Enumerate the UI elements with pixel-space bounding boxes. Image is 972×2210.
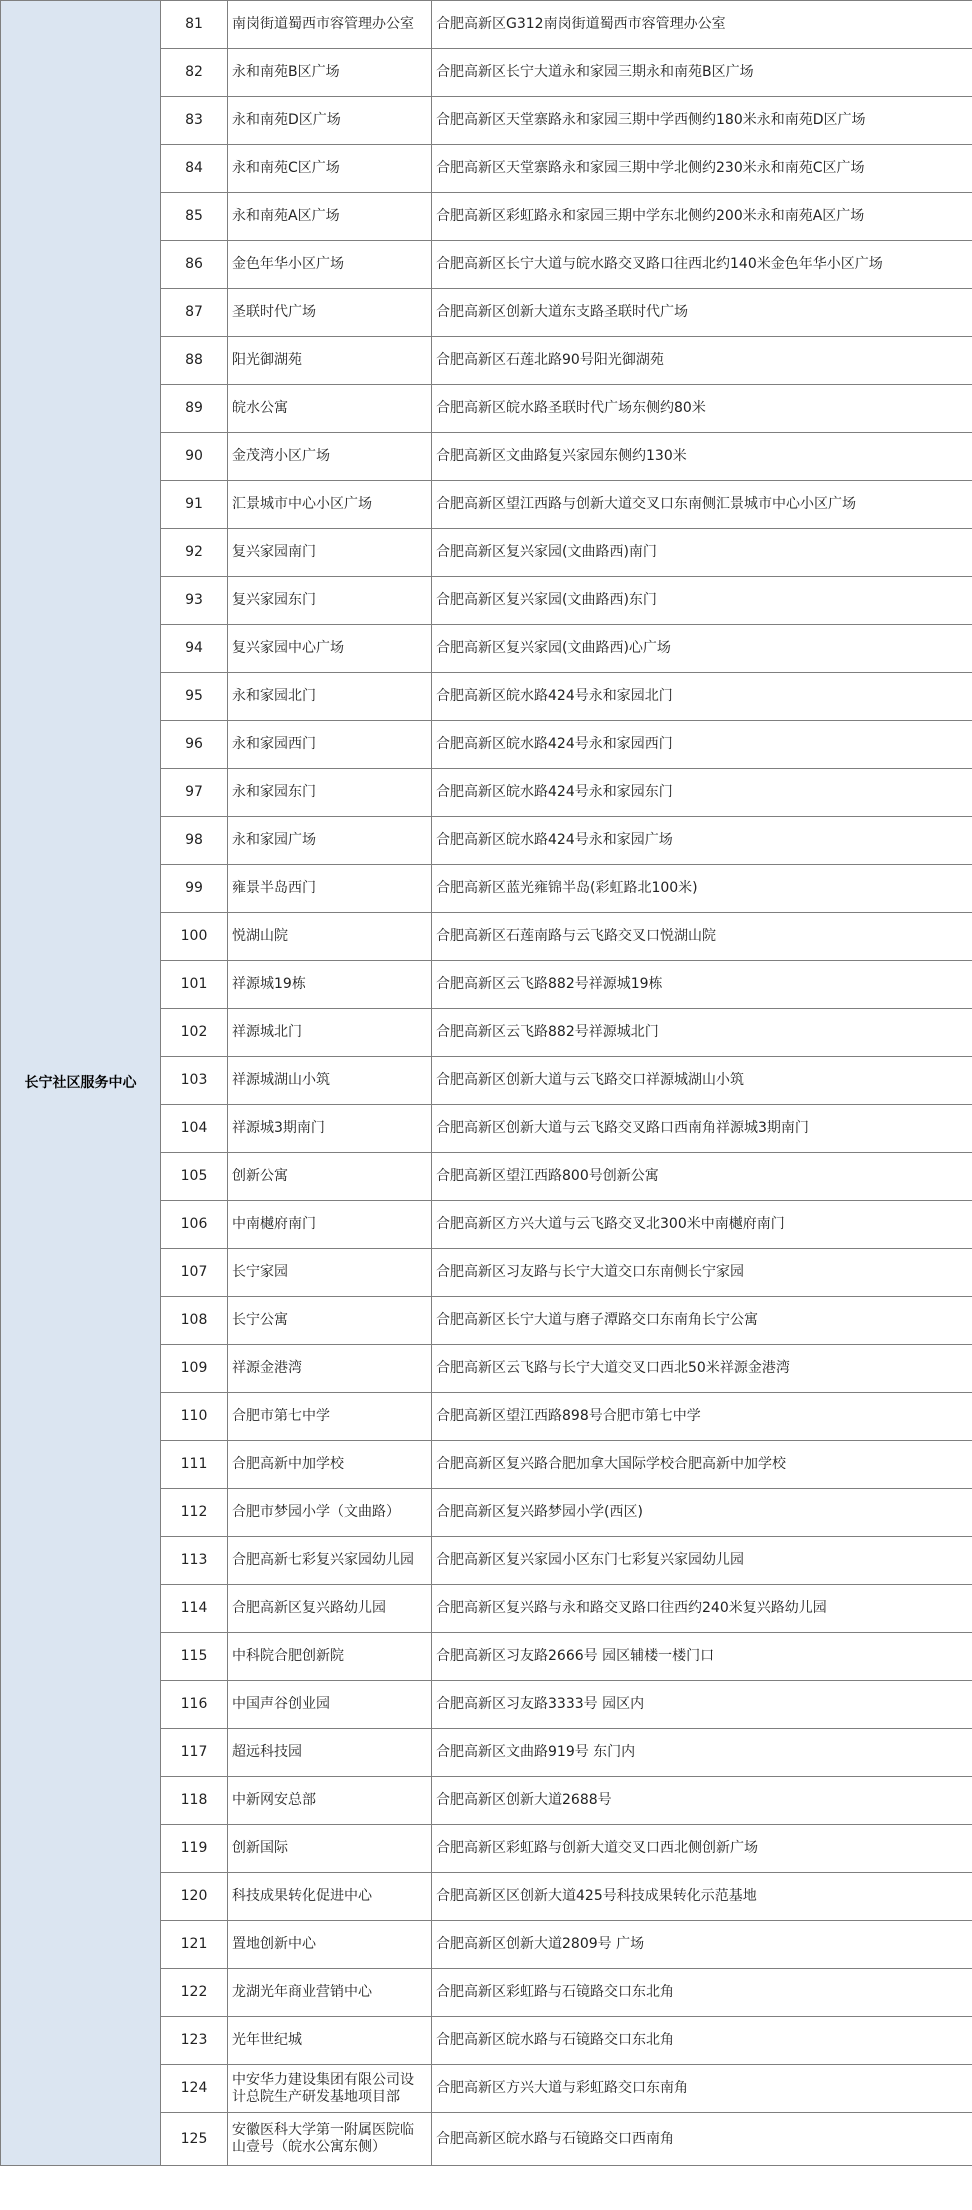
point-address: 合肥高新区蓝光雍锦半岛(彩虹路北100米) — [432, 865, 972, 913]
point-name: 中科院合肥创新院 — [228, 1633, 432, 1681]
point-address: 合肥高新区方兴大道与云飞路交叉北300米中南樾府南门 — [432, 1201, 972, 1249]
point-address: 合肥高新区文曲路919号 东门内 — [432, 1729, 972, 1777]
point-name: 创新公寓 — [228, 1153, 432, 1201]
row-number: 108 — [161, 1297, 228, 1345]
row-number: 123 — [161, 2017, 228, 2065]
point-address: 合肥高新区创新大道与云飞路交叉路口西南角祥源城3期南门 — [432, 1105, 972, 1153]
point-name: 永和南苑D区广场 — [228, 97, 432, 145]
row-number: 113 — [161, 1537, 228, 1585]
row-number: 103 — [161, 1057, 228, 1105]
point-name: 金色年华小区广场 — [228, 241, 432, 289]
point-name: 合肥高新七彩复兴家园幼儿园 — [228, 1537, 432, 1585]
point-address: 合肥高新区习友路2666号 园区辅楼一楼门口 — [432, 1633, 972, 1681]
row-number: 101 — [161, 961, 228, 1009]
point-address: 合肥高新区创新大道2809号 广场 — [432, 1921, 972, 1969]
point-name: 祥源城19栋 — [228, 961, 432, 1009]
row-number: 93 — [161, 577, 228, 625]
row-number: 117 — [161, 1729, 228, 1777]
point-name: 永和家园北门 — [228, 673, 432, 721]
point-name: 金茂湾小区广场 — [228, 433, 432, 481]
point-name: 中国声谷创业园 — [228, 1681, 432, 1729]
point-name: 中南樾府南门 — [228, 1201, 432, 1249]
row-number: 114 — [161, 1585, 228, 1633]
row-number: 102 — [161, 1009, 228, 1057]
row-number: 100 — [161, 913, 228, 961]
point-address: 合肥高新区皖水路与石镜路交口东北角 — [432, 2017, 972, 2065]
row-number: 95 — [161, 673, 228, 721]
point-address: 合肥高新区天堂寨路永和家园三期中学西侧约180米永和南苑D区广场 — [432, 97, 972, 145]
row-number: 112 — [161, 1489, 228, 1537]
point-address: 合肥高新区习友路与长宁大道交口东南侧长宁家园 — [432, 1249, 972, 1297]
point-name: 皖水公寓 — [228, 385, 432, 433]
point-name: 光年世纪城 — [228, 2017, 432, 2065]
point-name: 南岗街道蜀西市容管理办公室 — [228, 1, 432, 49]
point-address: 合肥高新区天堂寨路永和家园三期中学北侧约230米永和南苑C区广场 — [432, 145, 972, 193]
row-number: 96 — [161, 721, 228, 769]
point-name: 祥源城北门 — [228, 1009, 432, 1057]
point-name: 祥源城湖山小筑 — [228, 1057, 432, 1105]
row-number: 86 — [161, 241, 228, 289]
point-address: 合肥高新区彩虹路与石镜路交口东北角 — [432, 1969, 972, 2017]
point-name: 永和家园西门 — [228, 721, 432, 769]
row-number: 110 — [161, 1393, 228, 1441]
point-address: 合肥高新区望江西路898号合肥市第七中学 — [432, 1393, 972, 1441]
point-name: 复兴家园东门 — [228, 577, 432, 625]
point-address: 合肥高新区云飞路与长宁大道交叉口西北50米祥源金港湾 — [432, 1345, 972, 1393]
point-address: 合肥高新区彩虹路永和家园三期中学东北侧约200米永和南苑A区广场 — [432, 193, 972, 241]
point-address: 合肥高新区皖水路424号永和家园东门 — [432, 769, 972, 817]
point-address: 合肥高新区皖水路424号永和家园西门 — [432, 721, 972, 769]
point-address: 合肥高新区方兴大道与彩虹路交口东南角 — [432, 2065, 972, 2113]
point-name: 永和家园广场 — [228, 817, 432, 865]
row-number: 82 — [161, 49, 228, 97]
point-name: 长宁公寓 — [228, 1297, 432, 1345]
point-name: 复兴家园中心广场 — [228, 625, 432, 673]
point-address: 合肥高新区复兴家园(文曲路西)东门 — [432, 577, 972, 625]
row-number: 107 — [161, 1249, 228, 1297]
row-number: 87 — [161, 289, 228, 337]
point-address: 合肥高新区复兴家园小区东门七彩复兴家园幼儿园 — [432, 1537, 972, 1585]
point-address: 合肥高新区复兴家园(文曲路西)心广场 — [432, 625, 972, 673]
table-row — [1, 1, 972, 49]
point-address: 合肥高新区石莲南路与云飞路交叉口悦湖山院 — [432, 913, 972, 961]
row-number: 118 — [161, 1777, 228, 1825]
point-name: 祥源金港湾 — [228, 1345, 432, 1393]
point-address: 合肥高新区长宁大道与皖水路交叉路口往西北约140米金色年华小区广场 — [432, 241, 972, 289]
point-name: 永和家园东门 — [228, 769, 432, 817]
point-name: 合肥高新区复兴路幼儿园 — [228, 1585, 432, 1633]
table-body — [1, 1, 972, 2166]
point-address: 合肥高新区G312南岗街道蜀西市容管理办公室 — [432, 1, 972, 49]
point-address: 合肥高新区皖水路圣联时代广场东侧约80米 — [432, 385, 972, 433]
point-name: 永和南苑B区广场 — [228, 49, 432, 97]
row-number: 90 — [161, 433, 228, 481]
point-name: 创新国际 — [228, 1825, 432, 1873]
point-name: 中安华力建设集团有限公司设计总院生产研发基地项目部 — [228, 2065, 432, 2113]
row-number: 121 — [161, 1921, 228, 1969]
service-center-cell: 长宁社区服务中心 — [1, 1, 161, 2166]
point-name: 合肥市第七中学 — [228, 1393, 432, 1441]
row-number: 88 — [161, 337, 228, 385]
point-address: 合肥高新区习友路3333号 园区内 — [432, 1681, 972, 1729]
row-number: 115 — [161, 1633, 228, 1681]
point-address: 合肥高新区长宁大道与磨子潭路交口东南角长宁公寓 — [432, 1297, 972, 1345]
point-address: 合肥高新区长宁大道永和家园三期永和南苑B区广场 — [432, 49, 972, 97]
point-address: 合肥高新区复兴家园(文曲路西)南门 — [432, 529, 972, 577]
point-address: 合肥高新区皖水路424号永和家园广场 — [432, 817, 972, 865]
point-name: 阳光御湖苑 — [228, 337, 432, 385]
point-address: 合肥高新区望江西路与创新大道交叉口东南侧汇景城市中心小区广场 — [432, 481, 972, 529]
row-number: 83 — [161, 97, 228, 145]
row-number: 111 — [161, 1441, 228, 1489]
row-number: 109 — [161, 1345, 228, 1393]
row-number: 91 — [161, 481, 228, 529]
point-address: 合肥高新区石莲北路90号阳光御湖苑 — [432, 337, 972, 385]
row-number: 119 — [161, 1825, 228, 1873]
row-number: 97 — [161, 769, 228, 817]
point-name: 合肥市梦园小学（文曲路） — [228, 1489, 432, 1537]
row-number: 81 — [161, 1, 228, 49]
row-number: 120 — [161, 1873, 228, 1921]
row-number: 106 — [161, 1201, 228, 1249]
row-number: 89 — [161, 385, 228, 433]
point-name: 永和南苑C区广场 — [228, 145, 432, 193]
point-name: 圣联时代广场 — [228, 289, 432, 337]
point-name: 长宁家园 — [228, 1249, 432, 1297]
row-number: 99 — [161, 865, 228, 913]
row-number: 98 — [161, 817, 228, 865]
row-number: 94 — [161, 625, 228, 673]
point-address: 合肥高新区望江西路800号创新公寓 — [432, 1153, 972, 1201]
point-address: 合肥高新区云飞路882号祥源城19栋 — [432, 961, 972, 1009]
row-number: 124 — [161, 2065, 228, 2113]
point-address: 合肥高新区云飞路882号祥源城北门 — [432, 1009, 972, 1057]
point-name: 科技成果转化促进中心 — [228, 1873, 432, 1921]
point-name: 龙湖光年商业营销中心 — [228, 1969, 432, 2017]
point-name: 安徽医科大学第一附属医院临山壹号（皖水公寓东侧） — [228, 2113, 432, 2166]
point-address: 合肥高新区区创新大道425号科技成果转化示范基地 — [432, 1873, 972, 1921]
point-name: 合肥高新中加学校 — [228, 1441, 432, 1489]
row-number: 125 — [161, 2113, 228, 2166]
point-name: 复兴家园南门 — [228, 529, 432, 577]
point-address: 合肥高新区复兴路梦园小学(西区) — [432, 1489, 972, 1537]
point-name: 超远科技园 — [228, 1729, 432, 1777]
point-address: 合肥高新区复兴路与永和路交叉路口往西约240米复兴路幼儿园 — [432, 1585, 972, 1633]
point-address: 合肥高新区创新大道2688号 — [432, 1777, 972, 1825]
point-address: 合肥高新区彩虹路与创新大道交叉口西北侧创新广场 — [432, 1825, 972, 1873]
point-address: 合肥高新区创新大道东支路圣联时代广场 — [432, 289, 972, 337]
point-address: 合肥高新区文曲路复兴家园东侧约130米 — [432, 433, 972, 481]
point-address: 合肥高新区皖水路与石镜路交口西南角 — [432, 2113, 972, 2166]
row-number: 85 — [161, 193, 228, 241]
point-name: 汇景城市中心小区广场 — [228, 481, 432, 529]
point-name: 祥源城3期南门 — [228, 1105, 432, 1153]
row-number: 84 — [161, 145, 228, 193]
point-name: 永和南苑A区广场 — [228, 193, 432, 241]
point-name: 置地创新中心 — [228, 1921, 432, 1969]
point-address: 合肥高新区皖水路424号永和家园北门 — [432, 673, 972, 721]
point-name: 悦湖山院 — [228, 913, 432, 961]
point-name: 中新网安总部 — [228, 1777, 432, 1825]
row-number: 92 — [161, 529, 228, 577]
point-name: 雍景半岛西门 — [228, 865, 432, 913]
row-number: 116 — [161, 1681, 228, 1729]
point-address: 合肥高新区复兴路合肥加拿大国际学校合肥高新中加学校 — [432, 1441, 972, 1489]
row-number: 104 — [161, 1105, 228, 1153]
row-number: 122 — [161, 1969, 228, 2017]
point-address: 合肥高新区创新大道与云飞路交口祥源城湖山小筑 — [432, 1057, 972, 1105]
row-number: 105 — [161, 1153, 228, 1201]
